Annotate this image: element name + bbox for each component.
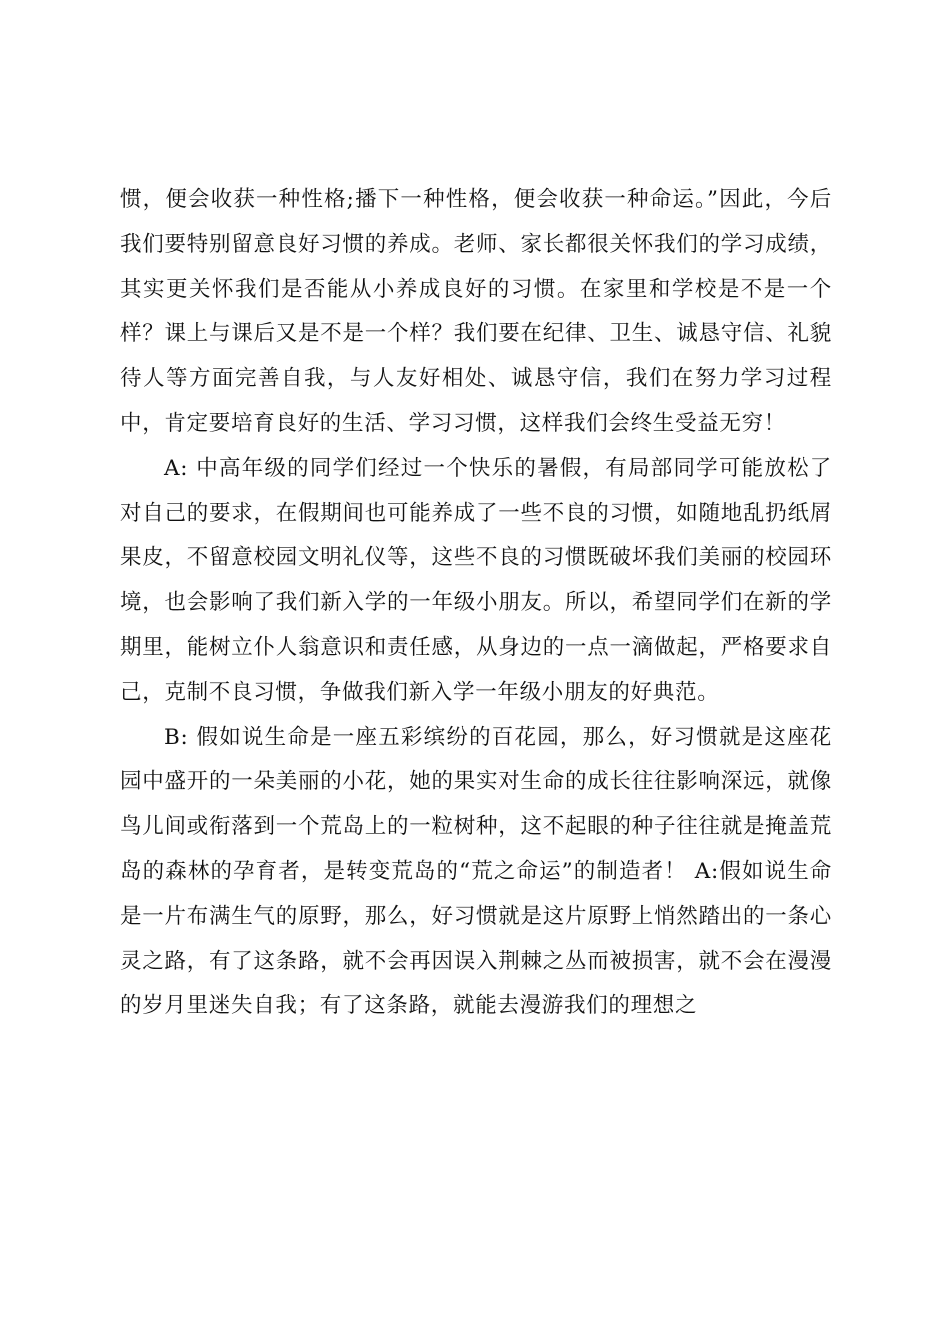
continued-paragraph: 惯，便会收获一种性格;播下一种性格，便会收获一种命运。”因此，今后我们要特别留意良好习惯的养成。老师、家长都很关怀我们的学习成绩，其实更关怀我们是否能从小养成良好的习惯。在家里和学校是不是一个样？课上与课后又是不是一个样？我们要在纪律、卫生、诚恳守信、礼貌待人等方面完善自我，与人友好相处、诚恳守信，我们在努力学习过程中，肯定要培育良好的生活、学习习惯，这样我们会终生受益无穷！ (120, 187, 832, 436)
document-body (120, 178, 832, 1029)
speaker-b-paragraph: B: 假如说生命是一座五彩缤纷的百花园，那么，好习惯就是这座花园中盛开的一朵美丽的小花，她的果实对生命的成长往往影响深远，就像鸟儿间或衔落到一个荒岛上的一粒树种，这不起眼的种子往往就是掩盖荒岛的森林的孕育者，是转变荒岛的“荒之命运”的制造者！ A:假如说生命是一片布满生气的原野，那么，好习惯就是这片原野上悄然踏出的一条心灵之路，有了这条路，就不会再因误入荆棘之丛而被损害，就不会在漫漫的岁月里迷失自我；有了这条路，就能去漫游我们的理想之 (120, 724, 832, 1019)
speaker-a-paragraph: A: 中高年级的同学们经过一个快乐的暑假，有局部同学可能放松了对自己的要求，在假期间也可能养成了一些不良的习惯，如随地乱扔纸屑果皮，不留意校园文明礼仪等，这些不良的习惯既破坏我们美丽的校园环境，也会影响了我们新入学的一年级小朋友。所以，希望同学们在新的学期里，能树立仆人翁意识和责任感，从身边的一点一滴做起，严格要求自己，克制不良习惯，争做我们新入学一年级小朋友的好典范。 (120, 455, 832, 705)
